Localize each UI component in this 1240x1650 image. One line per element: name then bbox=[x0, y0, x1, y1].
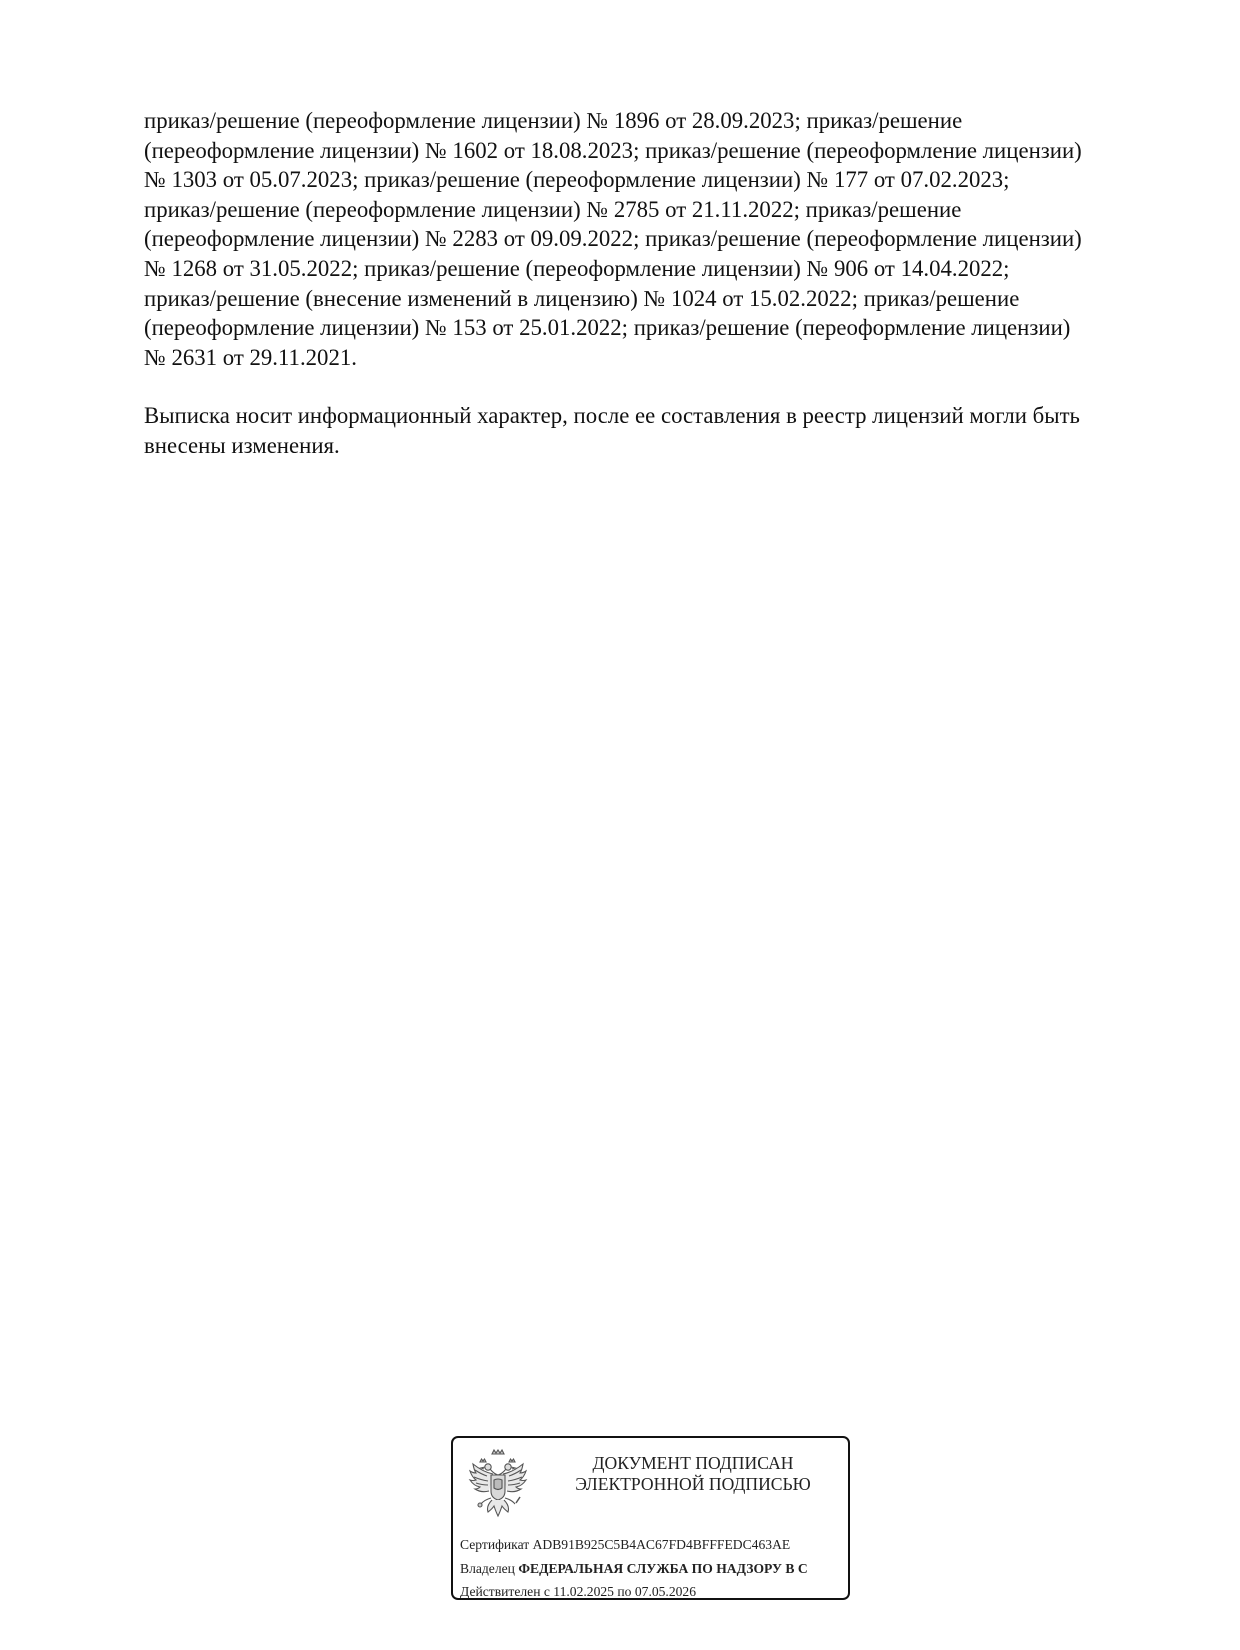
stamp-heading bbox=[543, 1453, 843, 1495]
stamp-heading-line: ЭЛЕКТРОННОЙ ПОДПИСЬЮ bbox=[575, 1474, 811, 1494]
owner-value: ФЕДЕРАЛЬНАЯ СЛУЖБА ПО НАДЗОРУ В С bbox=[518, 1560, 808, 1576]
certificate-value: ADB91B925C5B4AC67FD4BFFFEDC463AE bbox=[532, 1537, 791, 1552]
russian-coat-of-arms-icon bbox=[466, 1448, 530, 1520]
stamp-details bbox=[460, 1533, 850, 1600]
owner-label: Владелец bbox=[460, 1560, 515, 1576]
certificate-row bbox=[460, 1533, 850, 1557]
disclaimer-line: внесены изменения. bbox=[144, 432, 340, 458]
history-line: приказ/решение (переоформление лицензии) № 2785 от 21.11.2022; приказ/решение bbox=[144, 196, 962, 222]
disclaimer-line: Выписка носит информационный характер, после ее составления в реестр лицензий могли быть bbox=[144, 403, 1080, 428]
disclaimer-paragraph bbox=[144, 401, 1154, 460]
history-line: (переоформление лицензии) № 2283 от 09.09.2022; приказ/решение (переоформление лицензии) bbox=[144, 226, 1082, 252]
history-line: приказ/решение (внесение изменений в лицензию) № 1024 от 15.02.2022; приказ/решение bbox=[144, 285, 1020, 311]
history-line: приказ/решение (переоформление лицензии) № 1896 от 28.09.2023; приказ/решение bbox=[144, 108, 963, 133]
stamp-heading-line: ДОКУМЕНТ ПОДПИСАН bbox=[592, 1453, 794, 1473]
electronic-signature-stamp bbox=[451, 1436, 850, 1600]
history-line: № 1303 от 05.07.2023; приказ/решение (переоформление лицензии) № 177 от 07.02.2023; bbox=[144, 167, 1010, 193]
history-line: (переоформление лицензии) № 153 от 25.01.2022; приказ/решение (переоформление лицензии) bbox=[144, 315, 1071, 341]
history-line: (переоформление лицензии) № 1602 от 18.08.2023; приказ/решение (переоформление лицензии) bbox=[144, 137, 1082, 163]
validity-row: Действителен с 11.02.2025 по 07.05.2026 bbox=[460, 1584, 697, 1599]
history-line: № 2631 от 29.11.2021. bbox=[144, 344, 357, 370]
license-history-paragraph bbox=[144, 106, 1154, 372]
history-line: № 1268 от 31.05.2022; приказ/решение (переоформление лицензии) № 906 от 14.04.2022; bbox=[144, 255, 1010, 281]
certificate-label: Сертификат bbox=[460, 1537, 530, 1552]
owner-row bbox=[460, 1557, 850, 1581]
